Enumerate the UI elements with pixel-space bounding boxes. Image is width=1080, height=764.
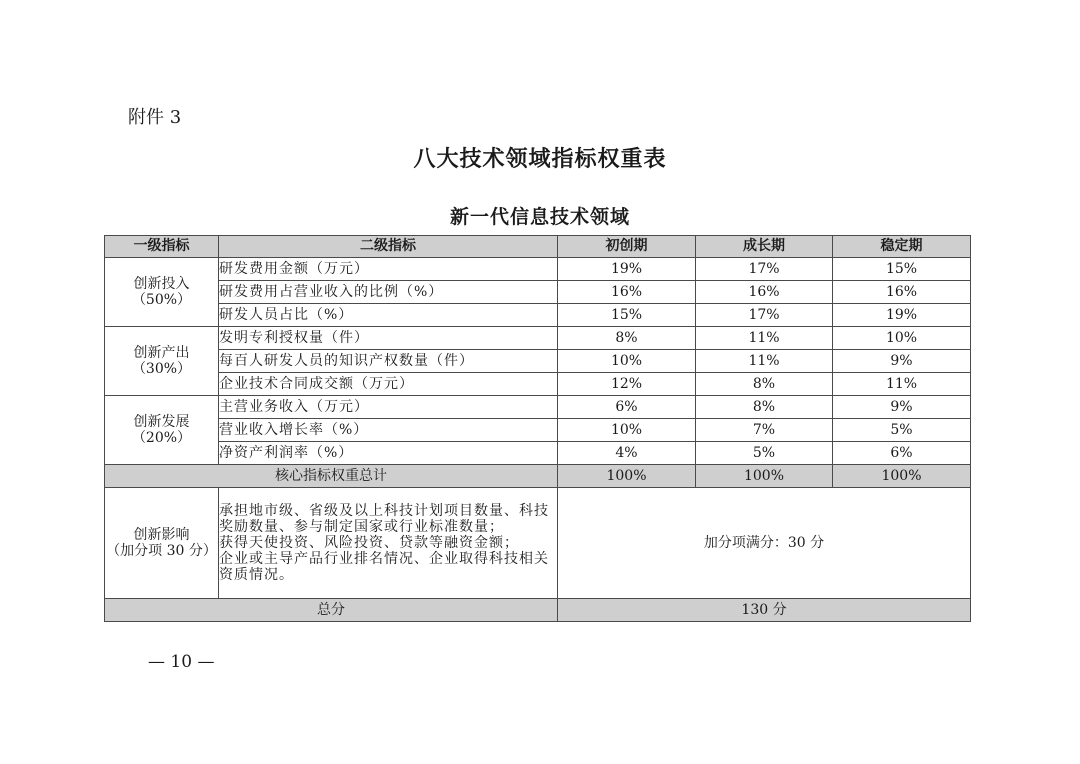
- level2-indicator: 主营业务收入（万元）: [219, 396, 558, 419]
- weight-cell: 16%: [558, 281, 696, 304]
- weight-cell: 10%: [558, 419, 696, 442]
- level1-weight: （30%）: [131, 361, 192, 377]
- level1-weight: （20%）: [131, 430, 192, 446]
- weight-cell: 5%: [833, 419, 971, 442]
- level2-indicator: 净资产利润率（%）: [219, 442, 558, 465]
- table-row: [105, 350, 971, 373]
- page-number: — 10 —: [148, 652, 215, 672]
- bonus-score: 加分项满分：30 分: [558, 488, 971, 599]
- table-row: [105, 442, 971, 465]
- header-level1: 一级指标: [105, 236, 219, 258]
- core-total-label: 核心指标权重总计: [105, 465, 558, 488]
- table-header-row: [105, 236, 971, 258]
- grand-total-row: [105, 599, 971, 622]
- total-cell: 100%: [696, 465, 833, 488]
- bonus-description-line: 奖励数量、参与制定国家或行业标准数量；: [219, 518, 504, 535]
- weight-cell: 15%: [558, 304, 696, 327]
- level2-indicator: 研发人员占比（%）: [219, 304, 558, 327]
- level2-indicator: 发明专利授权量（件）: [219, 327, 558, 350]
- level1-cell: [105, 396, 219, 465]
- level2-indicator: 企业技术合同成交额（万元）: [219, 373, 558, 396]
- bonus-description-line: 承担地市级、省级及以上科技计划项目数量、科技: [219, 502, 549, 519]
- header-stable-stage: 稳定期: [833, 236, 971, 258]
- bonus-description-line: 资质情况。: [219, 567, 294, 584]
- level1-name: 创新投入: [133, 275, 190, 292]
- weight-cell: 7%: [696, 419, 833, 442]
- weight-cell: 17%: [696, 258, 833, 281]
- weight-cell: 8%: [696, 373, 833, 396]
- level2-indicator: 研发费用占营业收入的比例（%）: [219, 281, 558, 304]
- table-row: [105, 281, 971, 304]
- weight-cell: 11%: [696, 327, 833, 350]
- total-cell: 100%: [833, 465, 971, 488]
- attachment-label: 附件 3: [128, 107, 182, 128]
- weight-cell: 19%: [558, 258, 696, 281]
- weight-cell: 16%: [696, 281, 833, 304]
- weight-cell: 10%: [833, 327, 971, 350]
- weight-cell: 5%: [696, 442, 833, 465]
- weight-cell: 6%: [558, 396, 696, 419]
- header-startup-stage: 初创期: [558, 236, 696, 258]
- table-row: [105, 258, 971, 281]
- weight-cell: 10%: [558, 350, 696, 373]
- bonus-name: 创新影响: [133, 526, 190, 543]
- level1-cell: [105, 258, 219, 327]
- document-title: 八大技术领域指标权重表: [413, 146, 667, 172]
- weight-cell: 6%: [833, 442, 971, 465]
- grand-total-value: 130 分: [558, 599, 971, 622]
- table-row: [105, 304, 971, 327]
- weight-cell: 15%: [833, 258, 971, 281]
- table-row: [105, 327, 971, 350]
- weight-cell: 17%: [696, 304, 833, 327]
- core-total-row: [105, 465, 971, 488]
- level2-indicator: 营业收入增长率（%）: [219, 419, 558, 442]
- weight-cell: 12%: [558, 373, 696, 396]
- level1-name: 创新发展: [133, 413, 190, 430]
- bonus-level1-cell: [105, 488, 219, 599]
- weight-cell: 8%: [696, 396, 833, 419]
- grand-total-label: 总分: [105, 599, 558, 622]
- weight-cell: 11%: [833, 373, 971, 396]
- table-row: [105, 419, 971, 442]
- weight-cell: 11%: [696, 350, 833, 373]
- total-cell: 100%: [558, 465, 696, 488]
- table-row: [105, 373, 971, 396]
- level1-name: 创新产出: [133, 344, 190, 361]
- weight-cell: 16%: [833, 281, 971, 304]
- weight-cell: 8%: [558, 327, 696, 350]
- bonus-weight: （加分项 30 分）: [106, 543, 217, 559]
- header-growth-stage: 成长期: [696, 236, 833, 258]
- level2-indicator: 每百人研发人员的知识产权数量（件）: [219, 350, 558, 373]
- bonus-description: [219, 488, 558, 599]
- bonus-description-line: 企业或主导产品行业排名情况、企业取得科技相关: [219, 551, 549, 568]
- level2-indicator: 研发费用金额（万元）: [219, 258, 558, 281]
- weight-cell: 4%: [558, 442, 696, 465]
- bonus-row: [105, 488, 971, 599]
- weight-cell: 19%: [833, 304, 971, 327]
- header-level2: 二级指标: [219, 236, 558, 258]
- table-subtitle: 新一代信息技术领域: [449, 206, 630, 228]
- bonus-description-line: 获得天使投资、风险投资、贷款等融资金额；: [219, 534, 519, 551]
- weight-cell: 9%: [833, 350, 971, 373]
- weight-cell: 9%: [833, 396, 971, 419]
- indicator-weight-table: [104, 235, 971, 622]
- level1-weight: （50%）: [131, 292, 192, 308]
- table-row: [105, 396, 971, 419]
- level1-cell: [105, 327, 219, 396]
